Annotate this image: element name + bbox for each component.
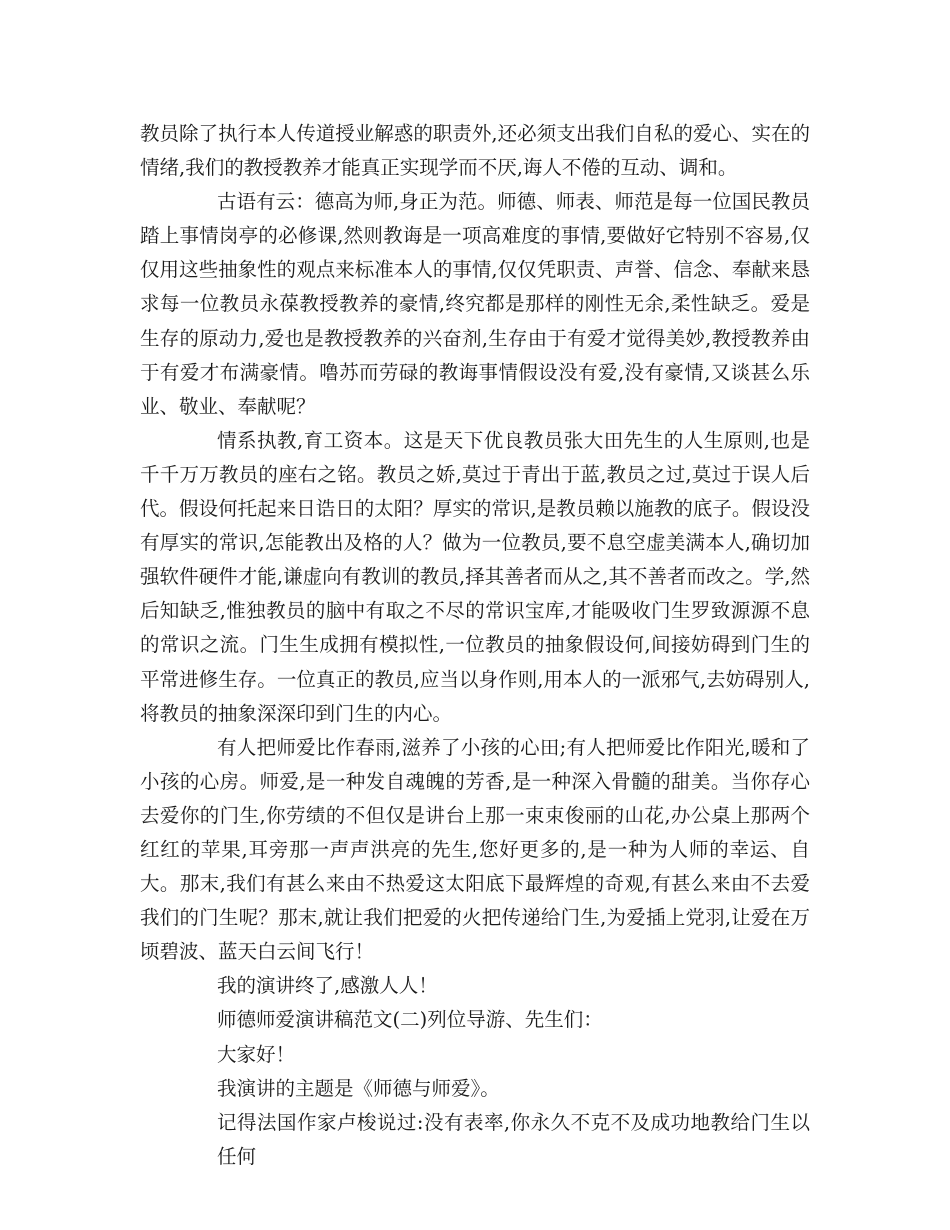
paragraph-2: 古语有云：德高为师,身正为范。师德、师表、师范是每一位国民教员踏上事情岗亭的必修课,然则教诲是一项高难度的事情,要做好它特别不容易,仅仅用这些抽象性的观点来标准本人的事情,仅仅凭职责、声誉、信念、奉献来恳求每一位教员永葆教授教养的豪情,终究都是那样的刚性无余,柔性缺乏。爱是生存的原动力,爱也是教授教养的兴奋剂,生存由于有爱才觉得美妙,教授教养由于有爱才布满豪情。噜苏而劳碌的教诲事情假设没有爱,没有豪情,又谈甚么乐业、敬业、奉献呢？ [140, 190, 810, 418]
section-heading: 师德师爱演讲稿范文(二)列位导游、先生们： [217, 1008, 603, 1032]
paragraph-1: 教员除了执行本人传道授业解惑的职责外,还必须支出我们自私的爱心、实在的情绪,我们的教授教养才能真正实现学而不厌,诲人不倦的互动、调和。 [140, 122, 810, 180]
paragraph-last: 记得法国作家卢梭说过:没有表率,你永久不克不及成功地教给门生以任何 [217, 1110, 810, 1168]
paragraph-5: 我的演讲终了,感激人人！ [217, 974, 438, 998]
paragraph-3: 情系执教,育工资本。这是天下优良教员张大田先生的人生原则,也是千千万万教员的座右之铭。教员之娇,莫过于青出于蓝,教员之过,莫过于误人后代。假设何托起来日诰日的太阳？厚实的常识,是教员赖以施教的底子。假设没有厚实的常识,怎能教出及格的人？做为一位教员,要不息空虚美满本人,确切加强软件硬件才能,谦虚向有教训的教员,择其善者而从之,其不善者而改之。学,然后知缺乏,惟独教员的脑中有取之不尽的常识宝库,才能吸收门生罗致源源不息的常识之流。门生生成拥有模拟性,一位教员的抽象假设何,间接妨碍到门生的平常进修生存。一位真正的教员,应当以身作则,用本人的一派邪气,去妨碍别人,将教员的抽象深深印到门生的内心。 [140, 428, 810, 725]
greeting: 大家好！ [217, 1042, 296, 1066]
speech-topic: 我演讲的主题是《师德与师爱》。 [217, 1076, 500, 1100]
document-body [140, 117, 810, 1174]
paragraph-4: 有人把师爱比作春雨,滋养了小孩的心田;有人把师爱比作阳光,暖和了小孩的心房。师爱,是一种发自魂魄的芳香,是一种深入骨髓的甜美。当你存心去爱你的门生,你劳绩的不但仅是讲台上那一束束俊丽的山花,办公桌上那两个红红的苹果,耳旁那一声声洪亮的先生,您好更多的,是一种为人师的幸运、自大。那末,我们有甚么来由不热爱这太阳底下最辉煌的奇观,有甚么来由不去爱我们的门生呢？那末,就让我们把爱的火把传递给门生,为爱插上党羽,让爱在万顷碧波、蓝天白云间飞行！ [140, 735, 810, 964]
